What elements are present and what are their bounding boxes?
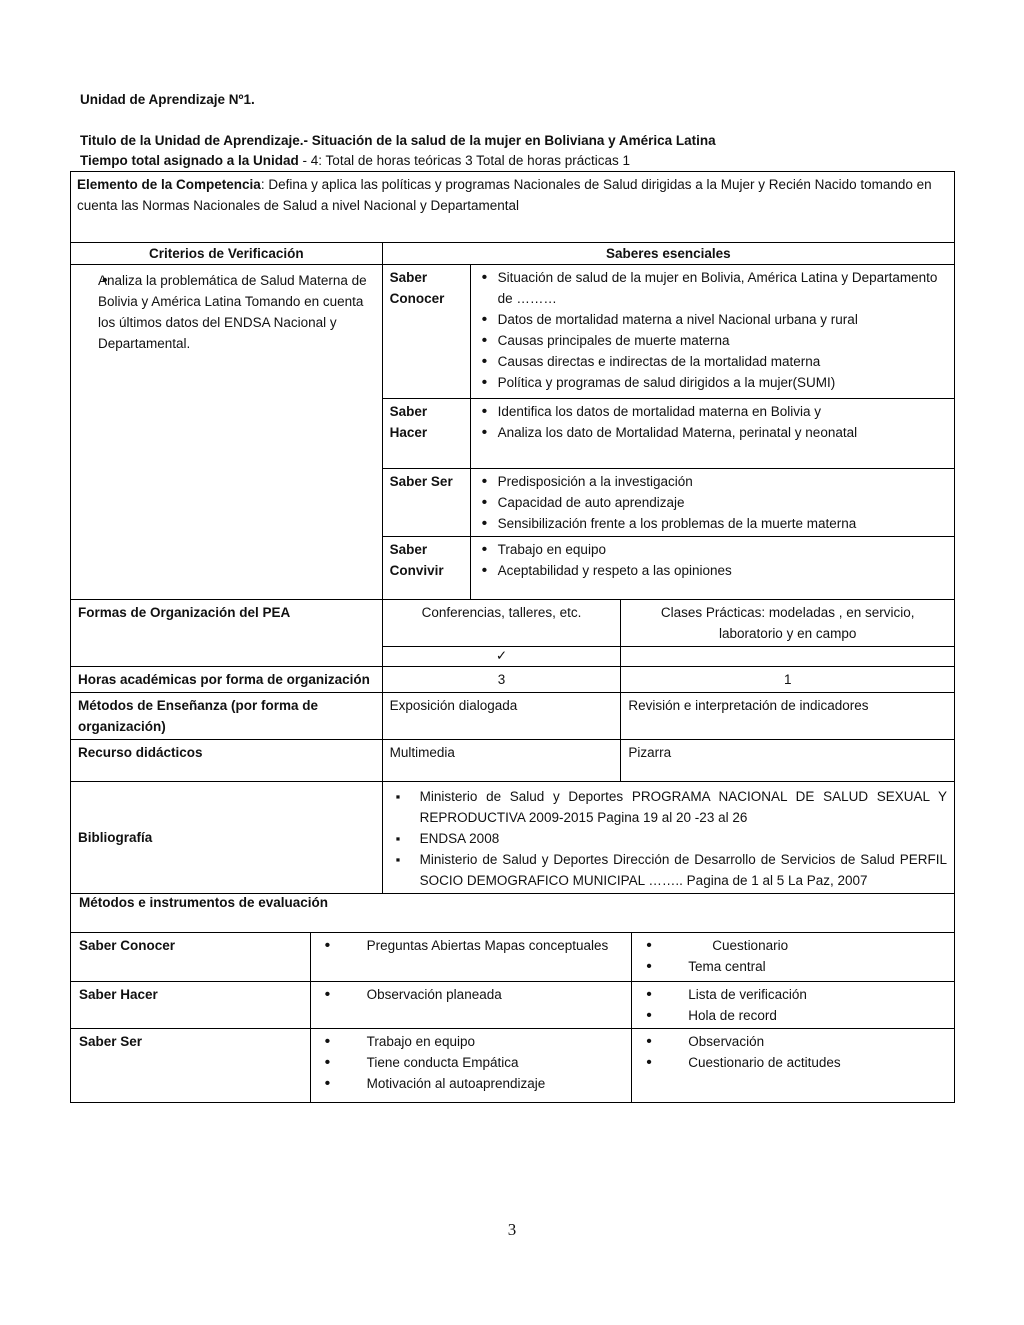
saber-hacer-label: Saber Hacer [382,399,470,469]
list-item: • Aceptabilidad y respeto a las opiniones [478,560,947,581]
eval-instruments [632,981,955,1028]
formas-col1: Conferencias, talleres, etc. [382,600,621,647]
horas-label: Horas académicas por forma de organización [71,667,383,693]
list-item: • Capacidad de auto aprendizaje [478,492,947,513]
competence-cell: Elemento de la Competencia: Defina y aplica las políticas y programas Nacionales de Salud dirigidas a la Mujer y Recién Nacido tomando en cuenta las Normas Nacionales de Salud a nivel Nacional y Departamental [71,172,955,243]
list-item: • Analiza los dato de Mortalidad Materna, perinatal y neonatal [478,422,947,443]
list-item: • Motivación al autoaprendizaje [319,1073,624,1094]
unit-title: Titulo de la Unidad de Aprendizaje.- Situación de la salud de la mujer en Boliviana y América Latina [80,133,716,148]
list-item: • Preguntas Abiertas Mapas conceptuales [319,935,624,956]
eval-methods [310,1028,632,1102]
saber-ser-label: Saber Ser [382,469,470,537]
eval-row-label: Saber Hacer [71,981,311,1028]
list-item: • Trabajo en equipo [319,1031,624,1052]
competence-table [70,171,955,894]
eval-instruments [632,1028,955,1102]
saber-ser-list [470,469,954,537]
formas-label: Formas de Organización del PEA [71,600,383,667]
list-item: • Hola de record [640,1005,946,1026]
saber-convivir-label: Saber Convivir [382,537,470,600]
evaluation-header: Métodos e instrumentos de evaluación [71,890,955,932]
recurso-col1: Multimedia [382,740,621,782]
list-item: • Datos de mortalidad materna a nivel Nacional urbana y rural [478,309,947,330]
formas-col2: Clases Prácticas: modeladas , en servicio, laboratorio y en campo [621,600,955,647]
bibliografia-list [382,782,954,894]
criteria-cell [71,265,383,600]
list-item: • Cuestionario de actitudes [640,1052,946,1073]
unit-heading: Unidad de Aprendizaje Nº1. [80,92,255,107]
saber-hacer-list [470,399,954,469]
eval-row-label: Saber Ser [71,1028,311,1102]
list-item: • Trabajo en equipo [478,539,947,560]
saber-conocer-list [470,265,954,399]
saber-convivir-list [470,537,954,600]
list-item: ▪ ENDSA 2008 [390,828,947,849]
recurso-col2: Pizarra [621,740,955,782]
list-item: • Situación de salud de la mujer en Bolivia, América Latina y Departamento de ……… [478,267,947,309]
list-item: • Sensibilización frente a los problemas de la muerte materna [478,513,947,534]
eval-instruments [632,932,955,981]
bibliografia-label: Bibliografía [71,782,383,894]
list-item: • Tema central [640,956,946,977]
list-item: • Cuestionario [640,935,946,956]
recurso-label: Recurso didácticos [71,740,383,782]
horas-col1: 3 [382,667,621,693]
list-item: ▪ Ministerio de Salud y Deportes PROGRAMA NACIONAL DE SALUD SEXUAL Y REPRODUCTIVA 2009-2015 Pagina 19 al 20 -23 al 26 [390,786,947,828]
criteria-item: • Analiza la problemática de Salud Materna de Bolivia y América Latina Tomando en cuenta los últimos datos del ENDSA Nacional y Departamental. [98,270,375,354]
list-item: • Causas principales de muerte materna [478,330,947,351]
metodos-label: Métodos de Enseñanza (por forma de organización) [71,693,383,740]
horas-col2: 1 [621,667,955,693]
saberes-header: Saberes esenciales [382,243,954,265]
list-item: • Observación planeada [319,984,624,1005]
saber-conocer-label: Saber Conocer [382,265,470,399]
metodos-col1: Exposición dialogada [382,693,621,740]
list-item: • Política y programas de salud dirigidos a la mujer(SUMI) [478,372,947,393]
formas-empty [621,647,955,667]
formas-check [382,647,621,667]
evaluation-table [70,890,955,1103]
unit-time: Tiempo total asignado a la Unidad - 4: Total de horas teóricas 3 Total de horas prácticas 1 [80,153,630,168]
eval-methods [310,932,632,981]
list-item: • Tiene conducta Empática [319,1052,624,1073]
criteria-header: Criterios de Verificación [71,243,383,265]
list-item: • Causas directas e indirectas de la mortalidad materna [478,351,947,372]
list-item: • Lista de verificación [640,984,946,1005]
list-item: • Observación [640,1031,946,1052]
list-item: ▪ Ministerio de Salud y Deportes Dirección de Desarrollo de Servicios de Salud PERFIL SOCIO DEMOGRAFICO MUNICIPAL …….. Pagina de 1 al 5 La Paz, 2007 [390,849,947,891]
check-icon: ✓ [495,648,508,664]
list-item: • Predisposición a la investigación [478,471,947,492]
list-item: • Identifica los datos de mortalidad materna en Bolivia y [478,401,947,422]
metodos-col2: Revisión e interpretación de indicadores [621,693,955,740]
eval-row-label: Saber Conocer [71,932,311,981]
eval-methods [310,981,632,1028]
page-number: 3 [507,1220,517,1239]
